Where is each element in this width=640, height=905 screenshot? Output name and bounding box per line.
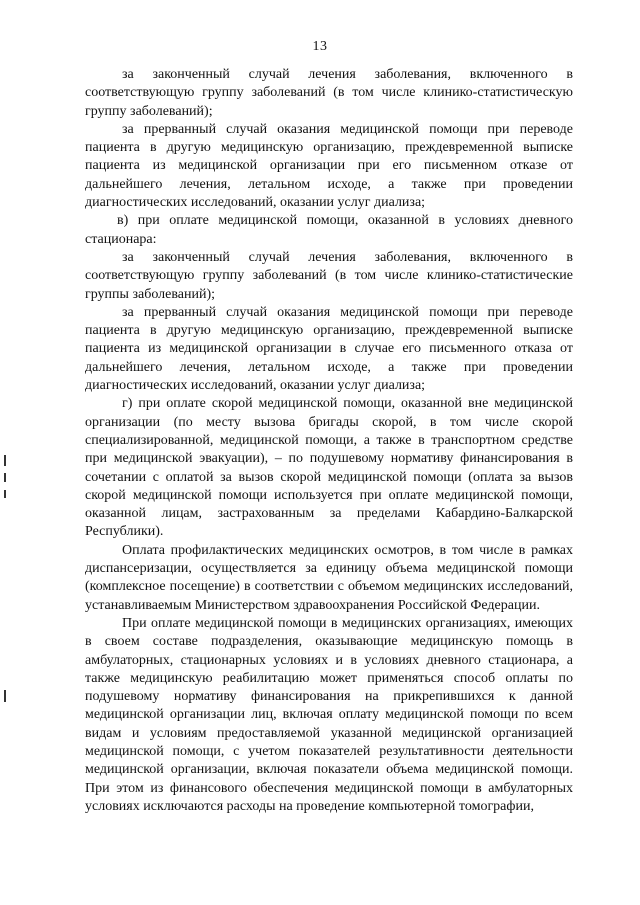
page-number: 13	[312, 39, 328, 54]
paragraph: за прерванный случай оказания медицинской помощи при переводе пациента в другую медицинскую организацию, преждевременной выписке пациента из медицинской организации при его письменном отказе от дальнейшего лечения, летальном исходе, а также при проведении диагностических исследований, оказании услуг диализа;	[85, 121, 573, 211]
document-body	[85, 66, 573, 816]
scan-margin-mark	[4, 473, 6, 482]
paragraph: Оплата профилактических медицинских осмотров, в том числе в рамках диспансеризации, осуществляется за единицу объема медицинской помощи (комплексное посещение) в соответствии с объемом медицинских исследований, устанавливаемым Министерством здравоохранения Российской Федерации.	[85, 542, 573, 613]
paragraph: в) при оплате медицинской помощи, оказанной в условиях дневного стационара:	[85, 213, 573, 247]
scan-margin-mark	[4, 690, 6, 702]
paragraph: за законченный случай лечения заболевания, включенного в соответствующую группу заболеваний (в том числе клинико-статистическую группу заболеваний);	[85, 67, 573, 119]
paragraph: При оплате медицинской помощи в медицинских организациях, имеющих в своем составе подразделения, оказывающие медицинскую помощь в амбулаторных, стационарных условиях и в условиях дневного стационара, а также медицинскую реабилитацию может применяться способ оплаты по подушевому нормативу финансирования на прикрепившихся к данной медицинской организации лиц, включая оплату медицинской помощи по всем видам и условиям предоставляемой указанной медицинской организацией медицинской помощи, с учетом показателей результативности деятельности медицинской организации, включая показатели объема медицинской помощи. При этом из финансового обеспечения медицинской помощи в амбулаторных условиях исключаются расходы на проведение компьютерной томографии,	[85, 615, 573, 814]
paragraph: за законченный случай лечения заболевания, включенного в соответствующую группу заболеваний (в том числе клинико-статистические группы заболеваний);	[85, 249, 573, 302]
paragraph: г) при оплате скорой медицинской помощи, оказанной вне медицинской организации (по месту вызова бригады скорой, в том числе скорой специализированной, медицинской помощи, а также в транспортном средстве при медицинской эвакуации), – по подушевому нормативу финансирования в сочетании с оплатой за вызов скорой медицинской помощи (оплата за вызов скорой медицинской помощи используется при оплате медицинской помощи, оказанной лицам, застрахованным за пределами Кабардино-Балкарской Республики).	[85, 396, 573, 540]
scan-margin-mark	[4, 455, 6, 466]
paragraph: за прерванный случай оказания медицинской помощи при переводе пациента в другую медицинскую организацию, преждевременной выписке пациента из медицинской организации в случае его письменного отказа от дальнейшего лечения, летальном исходе, а также при проведении диагностических исследований, оказании услуг диализа;	[85, 304, 573, 394]
scan-margin-mark	[4, 490, 6, 498]
